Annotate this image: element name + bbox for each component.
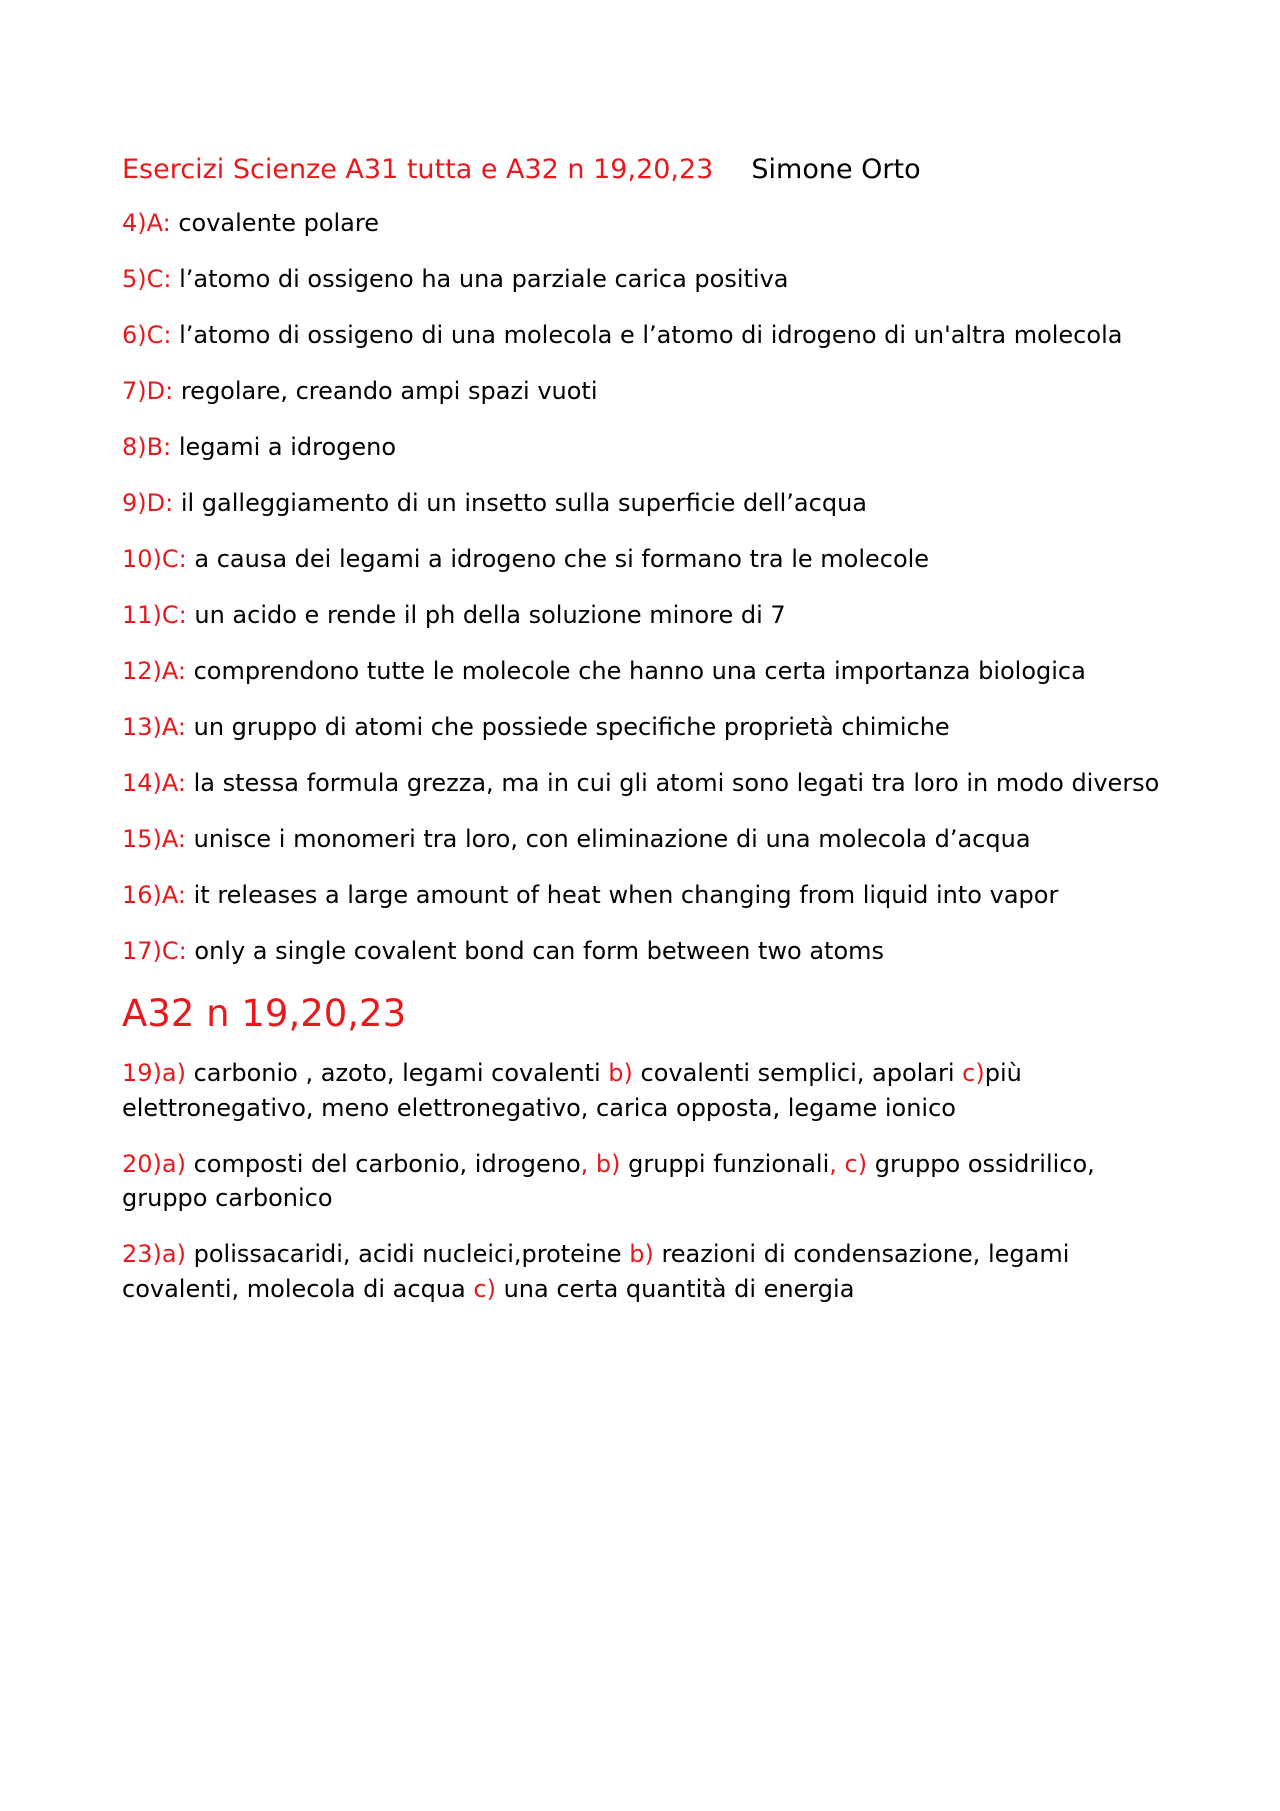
answer-item [122, 654, 1172, 689]
part-label: 23)a) [122, 1240, 186, 1268]
answer-text: only a single covalent bond can form between two atoms [186, 937, 885, 965]
section-item [122, 1056, 1172, 1125]
part-text: più elettronegativo, meno elettronegativo, carica opposta, legame ionico [122, 1059, 1022, 1122]
part-label: , b) [580, 1149, 621, 1178]
answer-item [122, 766, 1172, 801]
document-page [122, 150, 1172, 1328]
answer-text: l’atomo di ossigeno ha una parziale carica positiva [171, 265, 789, 293]
answer-text: a causa dei legami a idrogeno che si formano tra le molecole [186, 545, 930, 573]
answer-text: un gruppo di atomi che possiede specifiche proprietà chimiche [185, 713, 950, 741]
section-heading: A32 n 19,20,23 [122, 992, 407, 1035]
part-label: c) [962, 1059, 985, 1087]
answer-item [122, 430, 1172, 465]
answer-item [122, 486, 1172, 521]
part-label: c) [473, 1274, 496, 1303]
answer-text: covalente polare [170, 209, 379, 237]
answer-label: 10)C: [122, 545, 187, 573]
answer-item [122, 710, 1172, 745]
answer-label: 6)C: [122, 321, 172, 349]
answer-label: 9)D: [122, 489, 174, 517]
part-text: covalenti semplici, apolari [632, 1059, 963, 1087]
answer-label: 13)A: [122, 713, 186, 741]
section-item [122, 1147, 1172, 1216]
answer-item [122, 934, 1172, 969]
answer-item [122, 822, 1172, 857]
answer-item [122, 206, 1172, 241]
part-text: reazioni di condensazione, legami covalenti, molecola di acqua [122, 1240, 1070, 1303]
answer-text: un acido e rende il ph della soluzione minore di 7 [186, 601, 786, 629]
answer-item [122, 542, 1172, 577]
answer-text: unisce i monomeri tra loro, con eliminazione di una molecola d’acqua [185, 825, 1031, 853]
answer-label: 12)A: [122, 657, 186, 685]
answer-text: legami a idrogeno [171, 433, 397, 461]
answer-label: 16)A: [122, 881, 186, 909]
section-item [122, 1237, 1172, 1306]
part-text: gruppo ossidrilico, gruppo carbonico [122, 1149, 1095, 1212]
answer-item [122, 262, 1172, 297]
part-text: polissacaridi, acidi nucleici,proteine [185, 1240, 630, 1268]
part-label: 20)a) [122, 1149, 186, 1178]
answer-label: 5)C: [122, 265, 172, 293]
answer-text: l’atomo di ossigeno di una molecola e l’atomo di idrogeno di un'altra molecola [171, 321, 1123, 349]
document-title-line [122, 150, 1172, 190]
part-text: composti del carbonio, idrogeno [185, 1149, 581, 1178]
answer-text: comprendono tutte le molecole che hanno una certa importanza biologica [185, 657, 1086, 685]
answer-text: regolare, creando ampi spazi vuoti [173, 377, 598, 405]
answer-item [122, 374, 1172, 409]
answer-label: 14)A: [122, 769, 186, 797]
part-text: carbonio , azoto, legami covalenti [185, 1059, 609, 1087]
part-label: 19)a) [122, 1059, 186, 1087]
part-label: b) [608, 1059, 633, 1087]
answer-text: il galleggiamento di un insetto sulla superficie dell’acqua [173, 489, 867, 517]
answer-text: la stessa formula grezza, ma in cui gli atomi sono legati tra loro in modo diverso [185, 769, 1160, 797]
document-title: Esercizi Scienze A31 tutta e A32 n 19,20,23 [122, 154, 714, 185]
part-text: gruppi funzionali [620, 1149, 830, 1178]
part-label: , c) [829, 1149, 868, 1178]
answer-item [122, 598, 1172, 633]
author-name: Simone Orto [751, 154, 921, 185]
answer-label: 17)C: [122, 937, 187, 965]
answer-item [122, 318, 1172, 353]
answer-label: 4)A: [122, 209, 171, 237]
answer-label: 11)C: [122, 601, 187, 629]
part-label: b) [629, 1240, 654, 1268]
answer-text: it releases a large amount of heat when changing from liquid into vapor [185, 881, 1059, 909]
answer-label: 8)B: [122, 433, 172, 461]
part-text: una certa quantità di energia [495, 1274, 855, 1303]
answer-label: 15)A: [122, 825, 186, 853]
answer-item [122, 878, 1172, 913]
answer-label: 7)D: [122, 377, 174, 405]
